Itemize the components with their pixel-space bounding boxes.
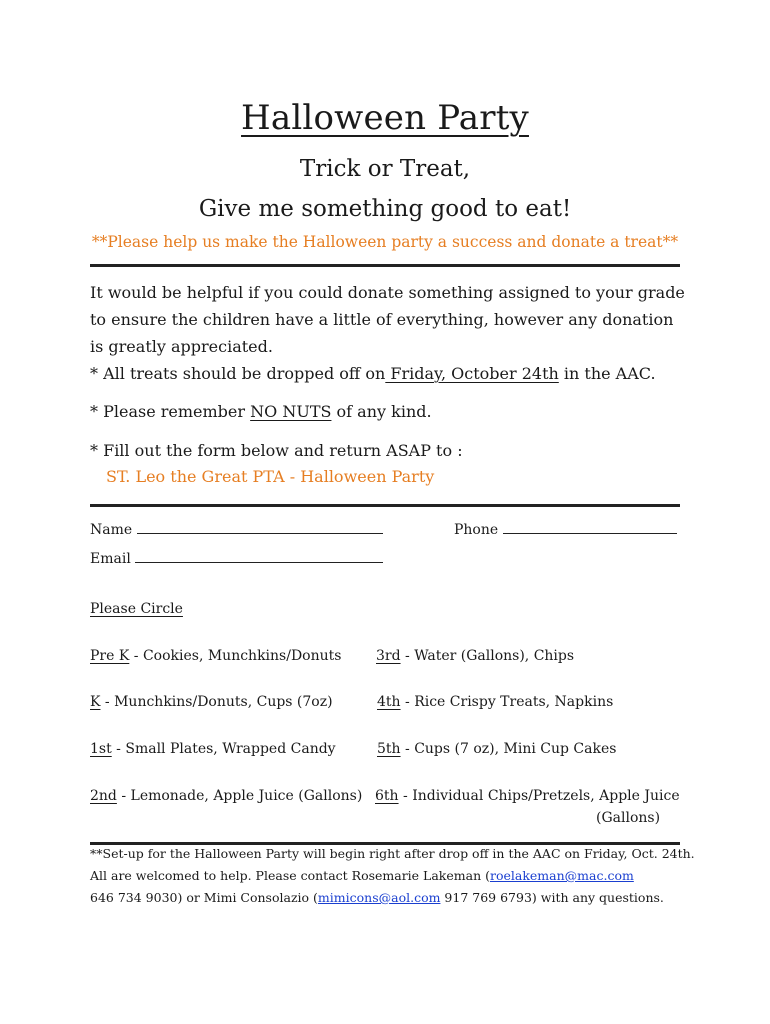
- grade-label: 3rd: [376, 648, 401, 664]
- nuts-note: [90, 402, 432, 421]
- grade-label: 4th: [377, 694, 401, 710]
- intro-line-2: to ensure the children have a little of everything, however any donation: [90, 310, 674, 329]
- email-label: Email: [90, 551, 131, 567]
- footer-contact-suffix: 917 769 6793) with any questions.: [440, 890, 664, 905]
- grade-5th: [377, 741, 616, 757]
- grade-prek: [90, 648, 341, 664]
- dropoff-prefix: * All treats should be dropped off on: [90, 364, 386, 383]
- email-field[interactable]: [90, 548, 383, 567]
- grade-items: - Water (Gallons), Chips: [400, 648, 575, 664]
- grade-label: 2nd: [90, 788, 117, 804]
- nuts-emphasis: NO NUTS: [250, 402, 332, 421]
- subtitle-line-2: Give me something good to eat!: [198, 196, 572, 222]
- dropoff-suffix: in the AAC.: [558, 364, 656, 383]
- nuts-suffix: of any kind.: [331, 402, 432, 421]
- name-field[interactable]: [90, 519, 383, 538]
- donation-plea: **Please help us make the Halloween party a success and donate a treat**: [91, 233, 679, 251]
- divider-top: [90, 264, 680, 267]
- grade-label: 1st: [90, 741, 112, 757]
- grade-6th-continued: (Gallons): [596, 810, 661, 826]
- divider-bottom: [90, 842, 680, 845]
- email-input-line[interactable]: [135, 548, 383, 563]
- divider-middle: [90, 504, 680, 507]
- grade-items: - Small Plates, Wrapped Candy: [111, 741, 336, 757]
- name-label: Name: [90, 522, 133, 538]
- nuts-prefix: * Please remember: [90, 402, 251, 421]
- grade-label: 5th: [377, 741, 401, 757]
- phone-input-line[interactable]: [503, 519, 677, 534]
- grade-6th: [375, 788, 680, 804]
- intro-line-1: It would be helpful if you could donate something assigned to your grade: [90, 283, 685, 302]
- page-title: Halloween Party: [241, 98, 529, 138]
- grade-items: - Rice Crispy Treats, Napkins: [400, 694, 614, 710]
- dropoff-note: [90, 364, 656, 383]
- footer-contact-prefix-2: 646 734 9030) or Mimi Consolazio (: [90, 890, 318, 905]
- grade-k: [90, 694, 333, 710]
- grade-label: K: [90, 694, 101, 710]
- grade-items: - Cups (7 oz), Mini Cup Cakes: [400, 741, 617, 757]
- dropoff-date: Friday, October 24th: [385, 364, 559, 383]
- grade-4th: [377, 694, 613, 710]
- grade-items: - Munchkins/Donuts, Cups (7oz): [100, 694, 333, 710]
- grade-label: 6th: [375, 788, 399, 804]
- name-input-line[interactable]: [137, 519, 383, 534]
- return-to: ST. Leo the Great PTA - Halloween Party: [106, 467, 435, 486]
- email-link-rosemarie[interactable]: roelakeman@mac.com: [489, 868, 634, 883]
- grade-items: - Lemonade, Apple Juice (Gallons): [116, 788, 363, 804]
- grade-3rd: [376, 648, 574, 664]
- intro-line-3: is greatly appreciated.: [90, 337, 273, 356]
- phone-field[interactable]: [454, 519, 677, 538]
- grade-1st: [90, 741, 336, 757]
- footer-line-3: [90, 890, 664, 905]
- footer-contact-prefix: All are welcomed to help. Please contact Rosemarie Lakeman (: [90, 868, 490, 883]
- grade-label: Pre K: [90, 648, 130, 664]
- footer-line-2: [90, 868, 634, 883]
- footer-line-1: **Set-up for the Halloween Party will begin right after drop off in the AAC on Friday, Oct. 24th.: [90, 846, 695, 861]
- grade-items: - Cookies, Munchkins/Donuts: [129, 648, 342, 664]
- phone-label: Phone: [454, 522, 499, 538]
- return-note: * Fill out the form below and return ASAP to :: [90, 441, 463, 460]
- grade-items: - Individual Chips/Pretzels, Apple Juice: [398, 788, 680, 804]
- grade-2nd: [90, 788, 362, 804]
- circle-heading: Please Circle: [90, 601, 183, 617]
- subtitle-line-1: Trick or Treat,: [299, 156, 471, 182]
- email-link-mimi[interactable]: mimicons@aol.com: [317, 890, 441, 905]
